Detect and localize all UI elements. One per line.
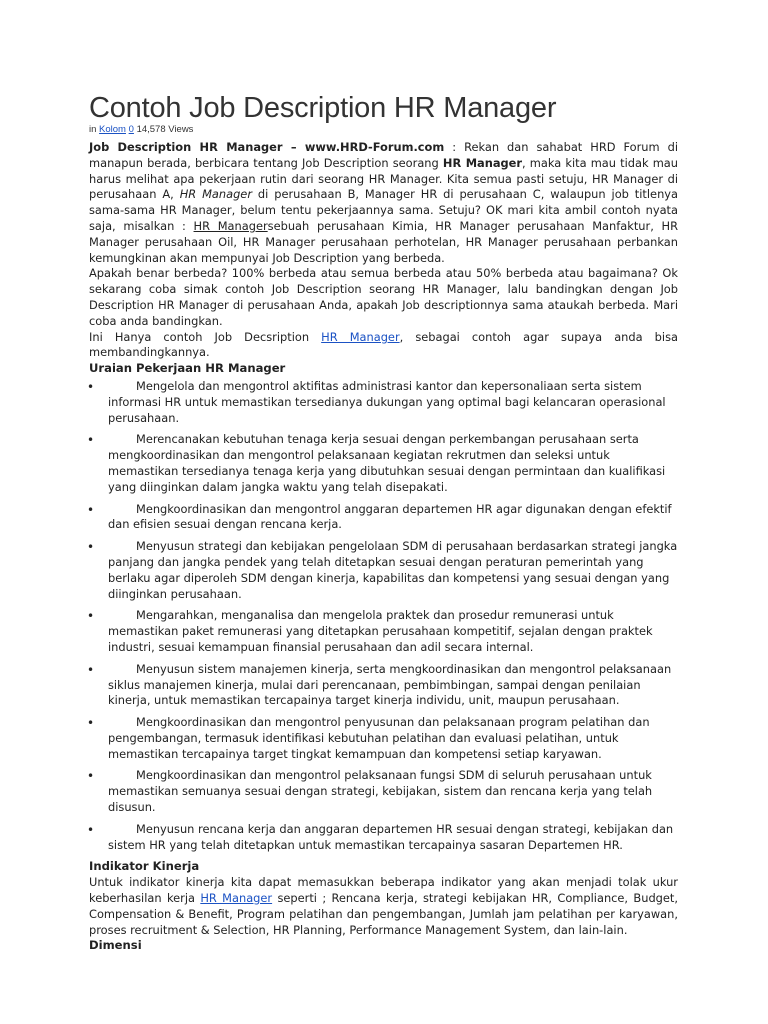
category-link[interactable]: Kolom	[99, 124, 126, 135]
duty-item: • Mengkoordinasikan dan mengontrol penyusunan dan pelaksanaan program pelatihan dan pengembangan, termasuk identifikasi kebutuhan pelatihan dan evaluasi pelatihan, untuk memastikan tercapainya target tingkat kemampuan dan kompetensi setiap karyawan.	[89, 715, 678, 762]
duties-list	[89, 379, 678, 854]
intro-underline-hr-manager: HR Manager	[193, 218, 268, 233]
kinerja-post: seperti ; Rencana kerja, strategi kebijakan HR, Compliance, Budget, Compensation & Benefit, Program pelatihan dan pengembangan, Jumlah jam pelatihan per karyawan, proses recruitment & Selection, HR Planning, Performance Management System, dan lain-lain.	[89, 891, 679, 937]
duty-item: • Mengelola dan mengontrol aktifitas administrasi kantor dan kepersonaliaan serta sistem informasi HR untuk memastikan tersedianya dukungan yang optimal bagi kelancaran operasional perusahaan.	[89, 379, 678, 426]
kinerja-paragraph	[89, 875, 678, 938]
page-title: Contoh Job Description HR Manager	[89, 92, 557, 124]
section-heading-indikator: Indikator Kinerja	[89, 859, 200, 874]
post-meta	[89, 124, 193, 135]
section-heading-uraian: Uraian Pekerjaan HR Manager	[89, 361, 286, 376]
intro-text-3: di perusahaan B, Manager HR di perusahaan C, walaupun job titlenya sama-sama HR Manager, belum tentu pekerjaannya sama. Setuju? OK mari kita ambil contoh nyata saja, misalkan :	[89, 187, 679, 233]
hr-manager-link-2[interactable]: HR Manager	[200, 891, 273, 906]
kinerja-pre: Untuk indikator kinerja kita dapat memasukkan beberapa indikator yang akan menjadi tolak ukur keberhasilan kerja	[89, 875, 678, 906]
views-count: 14,578 Views	[136, 124, 194, 135]
section-heading-dimensi: Dimensi	[89, 938, 142, 953]
intro-text-2: , maka kita mau tidak mau harus melihat apa pekerjaan rutin dari seorang HR Manager. Kita semua pasti setuju, HR Manager di perusahaan A,	[89, 155, 678, 202]
duty-item: • Menyusun rencana kerja dan anggaran departemen HR sesuai dengan strategi, kebijakan dan sistem HR yang telah ditetapkan untuk memastikan tercapainya sasaran Departemen HR.	[89, 822, 678, 854]
intro-paragraph	[89, 140, 678, 266]
duty-item: • Menyusun sistem manajemen kinerja, serta mengkoordinasikan dan mengontrol pelaksanaan siklus manajemen kinerja, mulai dari perencanaan, pembimbingan, sampai dengan penilaian kinerja, untuk memastikan tercapainya target kinerja individu, unit, maupun perusahaan.	[89, 662, 678, 709]
intro-text-4: sebuah perusahaan Kimia, HR Manager perusahaan Manfaktur, HR Manager perusahaan Oil, HR Manager perusahaan perhotelan, HR Manager perusahaan perbankan kemungkinan akan mempunyai Job Description yang berbeda.	[89, 218, 678, 265]
comments-link[interactable]: 0	[128, 124, 134, 135]
duty-item: • Menyusun strategi dan kebijakan pengelolaan SDM di perusahaan berdasarkan strategi jangka panjang dan jangka pendek yang telah ditetapkan sesuai dengan peraturan pemerintah yang berlaku agar diperoleh SDM dengan kinerja, kapabilitas dan kompetensi yang sesuai dengan yang diinginkan perusahaan.	[89, 539, 678, 602]
duty-item: • Merencanakan kebutuhan tenaga kerja sesuai dengan perkembangan perusahaan serta mengkoordinasikan dan mengontrol pelaksanaan kegiatan rekrutmen dan seleksi untuk memastikan tersedianya tenaga kerja yang dibutuhkan sesuai dengan permintaan dan kualifikasi yang diinginkan dalam jangka waktu yang telah disepakati.	[89, 432, 678, 495]
duty-item: • Mengkoordinasikan dan mengontrol anggaran departemen HR agar digunakan dengan efektif dan efisien sesuai dengan rencana kerja.	[89, 502, 678, 534]
article-body	[89, 140, 678, 954]
duty-item: • Mengarahkan, menganalisa dan mengelola praktek dan prosedur remunerasi untuk memastikan paket remunerasi yang ditetapkan perusahaan kompetitif, sejalan dengan praktek industri, sesuai kemampuan finansial perusahaan dan adil secara internal.	[89, 608, 678, 655]
intro-text-1: : Rekan dan sahabat HRD Forum di manapun berada, berbicara tentang Job Description seorang	[89, 140, 678, 170]
hr-manager-link[interactable]: HR Manager	[321, 329, 400, 344]
intro-bold-hr-manager: HR Manager	[442, 155, 523, 170]
example-pre: Ini Hanya contoh Job Decsription	[89, 329, 322, 344]
meta-prefix: in	[89, 124, 97, 135]
intro-italic-hr-manager: HR Manager	[179, 187, 253, 202]
intro-bold-lead: Job Description HR Manager – www.HRD-Forum.com	[89, 140, 445, 154]
duty-item: • Mengkoordinasikan dan mengontrol pelaksanaan fungsi SDM di seluruh perusahaan untuk memastikan semuanya sesuai dengan strategi, kebijakan, sistem dan rencana kerja yang telah disusun.	[89, 768, 678, 815]
example-post: , sebagai contoh agar supaya anda bisa membandingkannya.	[89, 329, 678, 360]
comparison-paragraph: Apakah benar berbeda? 100% berbeda atau semua berbeda atau 50% berbeda atau bagaimana? Ok sekarang coba simak contoh Job Description seorang HR Manager, lalu bandingkan dengan Job Description HR Manager di perusahaan Anda, apakah Job descriptionnya sama ataukah berbeda. Mari coba anda bandingkan.	[89, 266, 678, 328]
example-paragraph	[89, 330, 678, 362]
